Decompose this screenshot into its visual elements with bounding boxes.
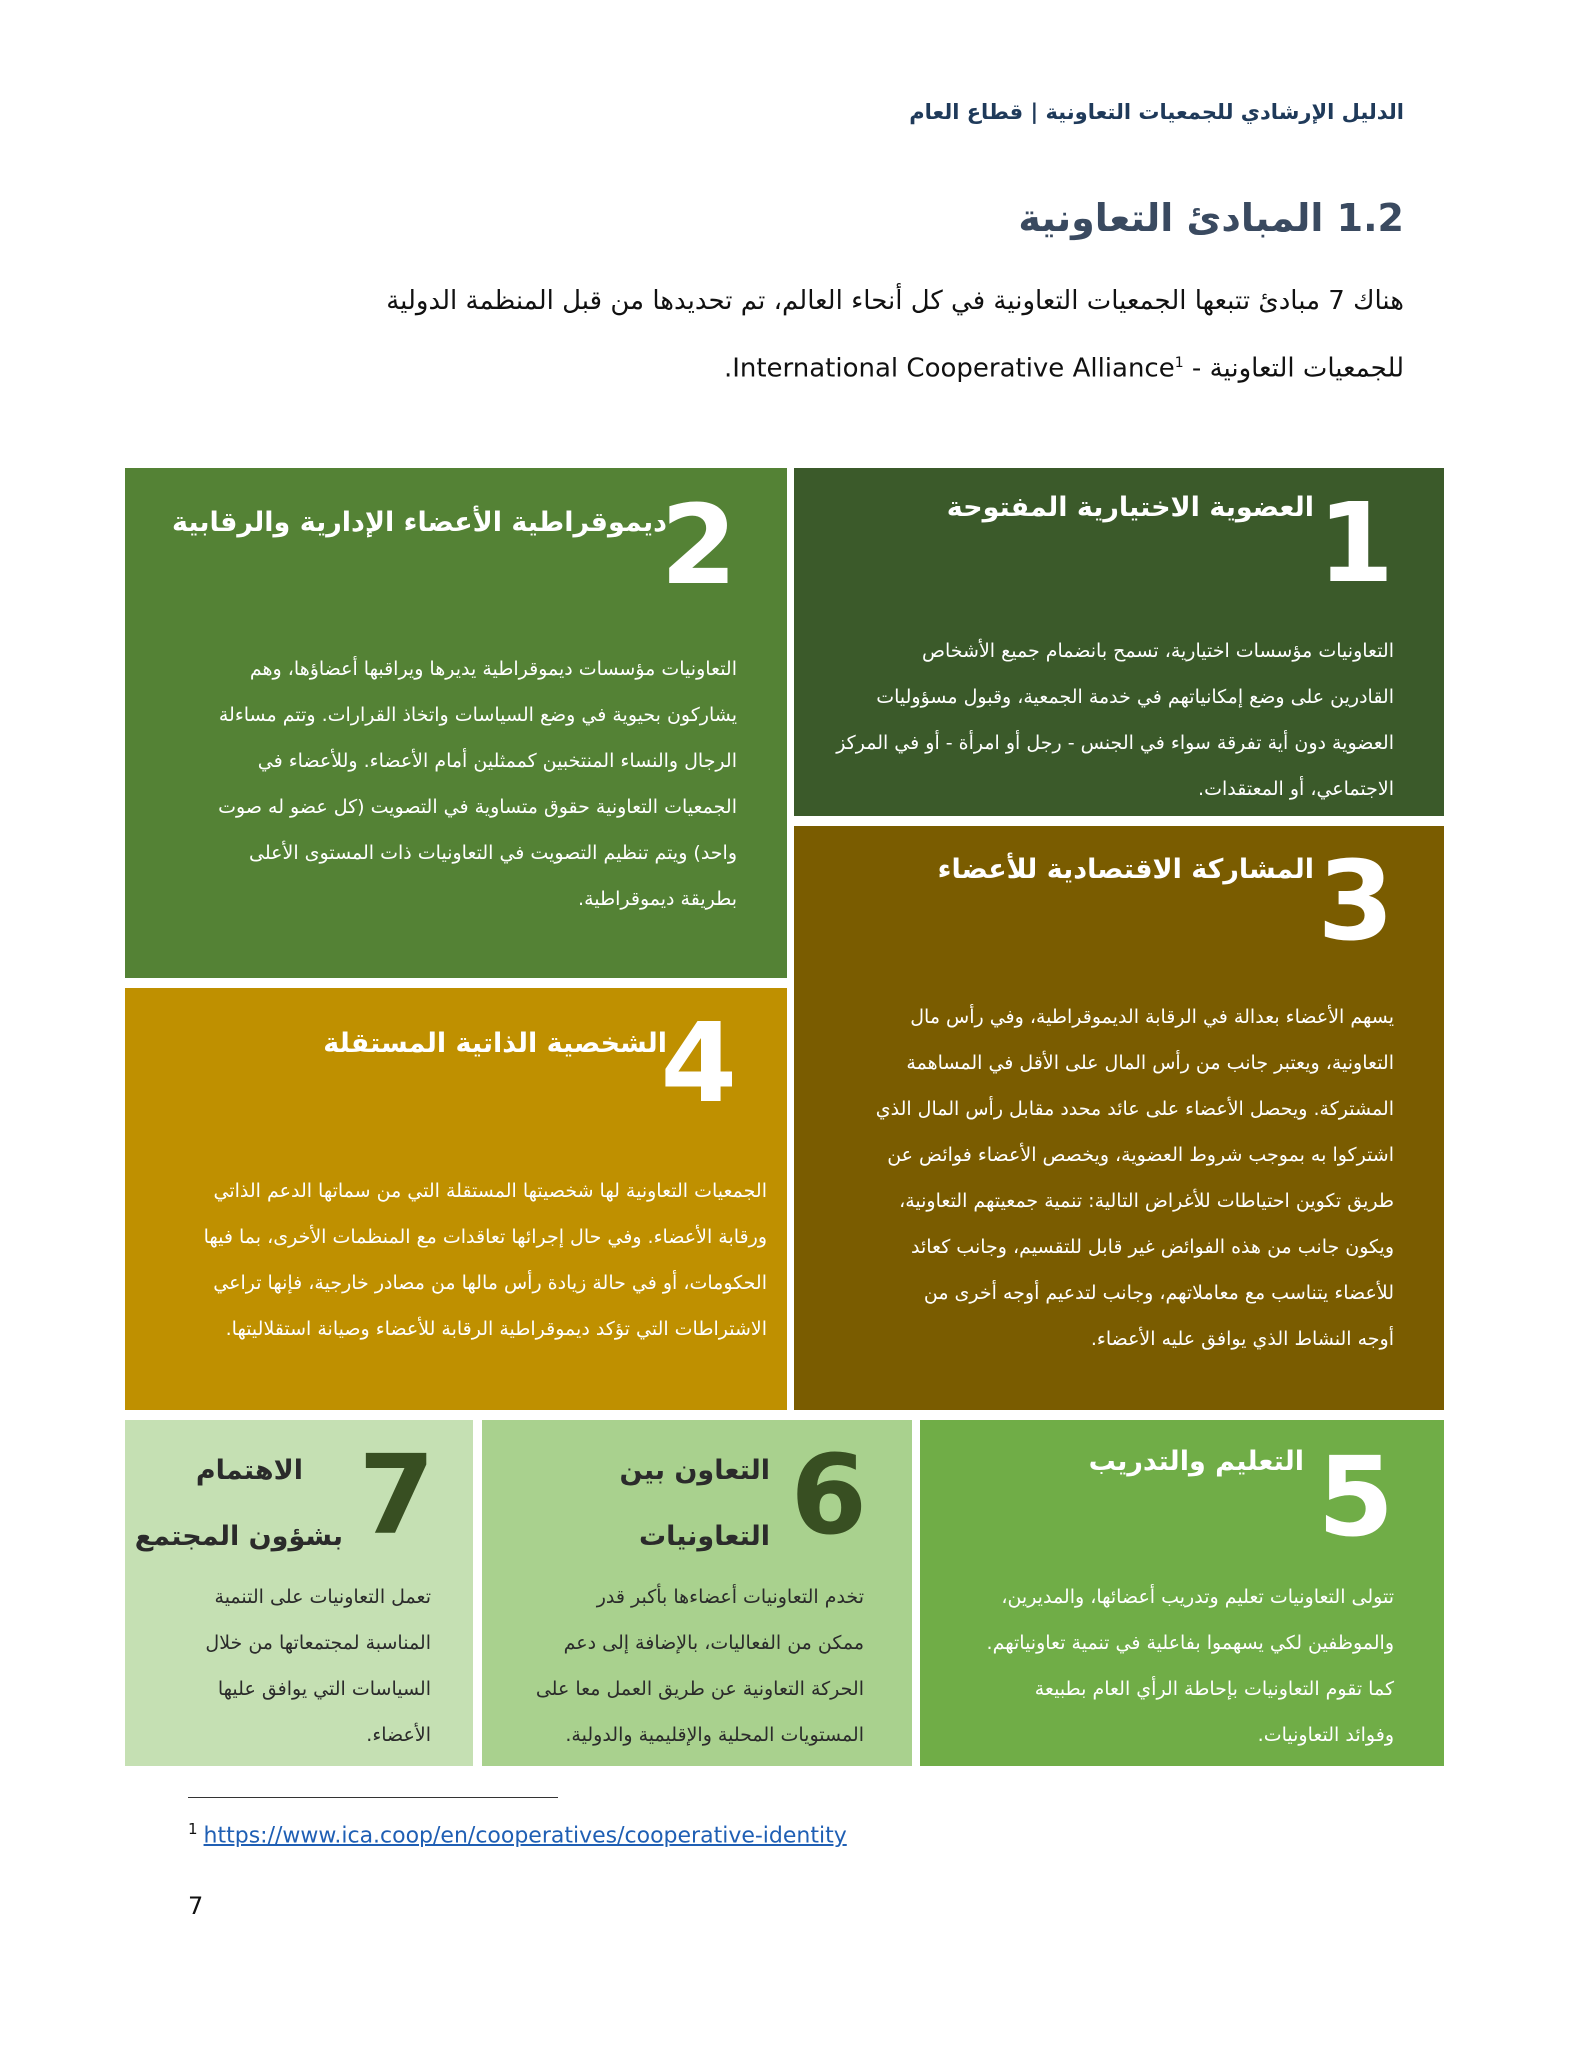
footnote <box>188 1820 847 1848</box>
principle-body-line: العضوية دون أية تفرقة سواء في الجنس - رجل أو امرأة - أو في المركز <box>836 732 1394 754</box>
principle-body-line: الرجال والنساء المنتخبين كممثلين أمام الأعضاء. وللأعضاء في <box>257 750 737 772</box>
principle-body-line: يسهم الأعضاء بعدالة في الرقابة الديموقراطية، وفي رأس مال <box>910 1006 1394 1028</box>
footnote-separator <box>188 1797 558 1798</box>
principle-title-1: العضوية الاختيارية المفتوحة <box>946 492 1314 523</box>
principle-body-1 <box>836 628 1394 812</box>
intro-line-2 <box>284 332 1404 400</box>
principle-box-1 <box>794 468 1444 816</box>
principle-body-line: التعاونيات مؤسسات ديموقراطية يديرها ويراقبها أعضاؤها، وهم <box>249 658 737 680</box>
principle-title-line: الاهتمام <box>195 1455 303 1486</box>
intro-line-1: هناك 7 مبادئ تتبعها الجمعيات التعاونية في كل أنحاء العالم، تم تحديدها من قبل المنظمة الدولية <box>386 286 1404 316</box>
running-header: الدليل الإرشادي للجمعيات التعاونية | قطاع العام <box>909 100 1404 124</box>
principle-body-line: الحكومات، أو في حالة زيادة رأس مالها من مصادر خارجية، فإنها تراعي <box>213 1272 767 1294</box>
principle-number-3: 3 <box>1317 837 1394 965</box>
intro-line-2-latin: International Cooperative Alliance <box>732 353 1175 384</box>
principle-body-line: القادرين على وضع إمكانياتهم في خدمة الجمعية، وقبول مسؤوليات <box>876 686 1394 708</box>
principle-body-line: الحركة التعاونية عن طريق العمل معا على <box>535 1678 864 1700</box>
principle-box-4 <box>125 988 787 1410</box>
principle-body-line: الاشتراطات التي تؤكد ديموقراطية الرقابة للأعضاء وصيانة استقلاليتها. <box>225 1318 767 1340</box>
principle-body-line: ورقابة الأعضاء. وفي حال إجرائها تعاقدات مع المنظمات الأخرى، بما فيها <box>203 1226 767 1248</box>
principle-body-line: والموظفين لكي يسهموا بفاعلية في تنمية تعاونياتهم. <box>986 1632 1394 1654</box>
principle-title-6 <box>620 1438 770 1570</box>
principle-body-4 <box>204 1168 767 1352</box>
principle-box-5 <box>920 1420 1444 1766</box>
principle-body-line: كما تقوم التعاونيات بإحاطة الرأي العام بطبيعة <box>1034 1678 1394 1700</box>
footnote-reference[interactable]: 1 <box>1174 355 1184 371</box>
principle-body-line: اشتركوا به بموجب شروط العضوية، ويخصص الأعضاء فوائض عن <box>887 1144 1394 1166</box>
footnote-marker: 1 <box>188 1820 198 1838</box>
page-number: 7 <box>188 1892 204 1920</box>
principle-body-line: يشاركون بحيوية في وضع السياسات واتخاذ القرارات. وتتم مساءلة <box>218 704 737 726</box>
principle-title-7 <box>135 1438 343 1570</box>
intro-line-2-end: . <box>723 353 733 384</box>
principle-body-line: الأعضاء. <box>366 1724 431 1746</box>
principle-body-3 <box>876 994 1394 1362</box>
principle-body-line: ويكون جانب من هذه الفوائض غير قابل للتقسيم، وجانب كعائد <box>911 1236 1394 1258</box>
intro-line-2-arabic: للجمعيات التعاونية - <box>1183 353 1404 384</box>
section-heading: 1.2 المبادئ التعاونية <box>1018 196 1404 240</box>
principle-body-line: السياسات التي يوافق عليها <box>217 1678 431 1700</box>
principle-title-3: المشاركة الاقتصادية للأعضاء <box>937 854 1314 885</box>
principle-number-1: 1 <box>1317 479 1394 607</box>
principle-number-5: 5 <box>1317 1433 1394 1561</box>
principle-body-line: طريق تكوين احتياطات للأغراض التالية: تنمية جمعيتهم التعاونية، <box>899 1190 1394 1212</box>
principle-body-2 <box>218 646 737 922</box>
principle-box-3 <box>794 826 1444 1410</box>
principle-body-7 <box>205 1574 431 1758</box>
principle-number-2: 2 <box>660 481 737 609</box>
principle-box-6 <box>482 1420 912 1766</box>
principle-title-2: ديموقراطية الأعضاء الإدارية والرقابية <box>172 507 667 538</box>
principle-body-line: الاجتماعي، أو المعتقدات. <box>1198 778 1394 800</box>
principle-body-line: الجمعيات التعاونية لها شخصيتها المستقلة التي من سماتها الدعم الذاتي <box>213 1180 767 1202</box>
principle-body-line: المناسبة لمجتمعاتها من خلال <box>205 1632 431 1654</box>
principle-body-line: المستويات المحلية والإقليمية والدولية. <box>565 1724 864 1746</box>
principle-number-6: 6 <box>790 1431 867 1559</box>
principle-body-line: تخدم التعاونيات أعضاءها بأكبر قدر <box>596 1586 864 1608</box>
principle-body-line: وفوائد التعاونيات. <box>1257 1724 1394 1746</box>
principle-body-line: للأعضاء يتناسب مع معاملاتهم، وجانب لتدعيم أوجه أخرى من <box>923 1282 1394 1304</box>
principle-body-line: تعمل التعاونيات على التنمية <box>214 1586 431 1608</box>
principle-number-4: 4 <box>660 999 737 1127</box>
principle-body-line: تتولى التعاونيات تعليم وتدريب أعضائها، والمديرين، <box>1001 1586 1394 1608</box>
principle-box-2 <box>125 468 787 978</box>
principle-body-line: أوجه النشاط الذي يوافق عليه الأعضاء. <box>1090 1328 1394 1350</box>
footnote-link[interactable]: https://www.ica.coop/en/cooperatives/cooperative-identity <box>203 1823 847 1849</box>
principle-body-line: الجمعيات التعاونية حقوق متساوية في التصويت (كل عضو له صوت <box>218 796 737 818</box>
principle-box-7 <box>125 1420 473 1766</box>
principle-body-6 <box>536 1574 864 1758</box>
principle-body-line: المشتركة. ويحصل الأعضاء على عائد محدد مقابل رأس المال الذي <box>875 1098 1394 1120</box>
principle-title-line: التعاون بين <box>619 1455 770 1486</box>
principle-body-line: واحد) ويتم تنظيم التصويت في التعاونيات ذات المستوى الأعلى <box>249 842 737 864</box>
principle-body-5 <box>987 1574 1394 1758</box>
principle-body-line: ممكن من الفعاليات، بالإضافة إلى دعم <box>563 1632 864 1654</box>
principle-title-line: التعاونيات <box>638 1521 770 1552</box>
principle-number-7: 7 <box>358 1431 435 1559</box>
principle-title-line: بشؤون المجتمع <box>134 1521 343 1552</box>
intro-paragraph <box>284 270 1404 400</box>
principle-body-line: بطريقة ديموقراطية. <box>578 888 737 910</box>
principle-title-4: الشخصية الذاتية المستقلة <box>323 1028 667 1059</box>
principle-body-line: التعاونية، ويعتبر جانب من رأس المال على الأقل في المساهمة <box>906 1052 1394 1074</box>
principle-body-line: التعاونيات مؤسسات اختيارية، تسمح بانضمام جميع الأشخاص <box>922 640 1394 662</box>
principle-title-5: التعليم والتدريب <box>1088 1446 1304 1477</box>
